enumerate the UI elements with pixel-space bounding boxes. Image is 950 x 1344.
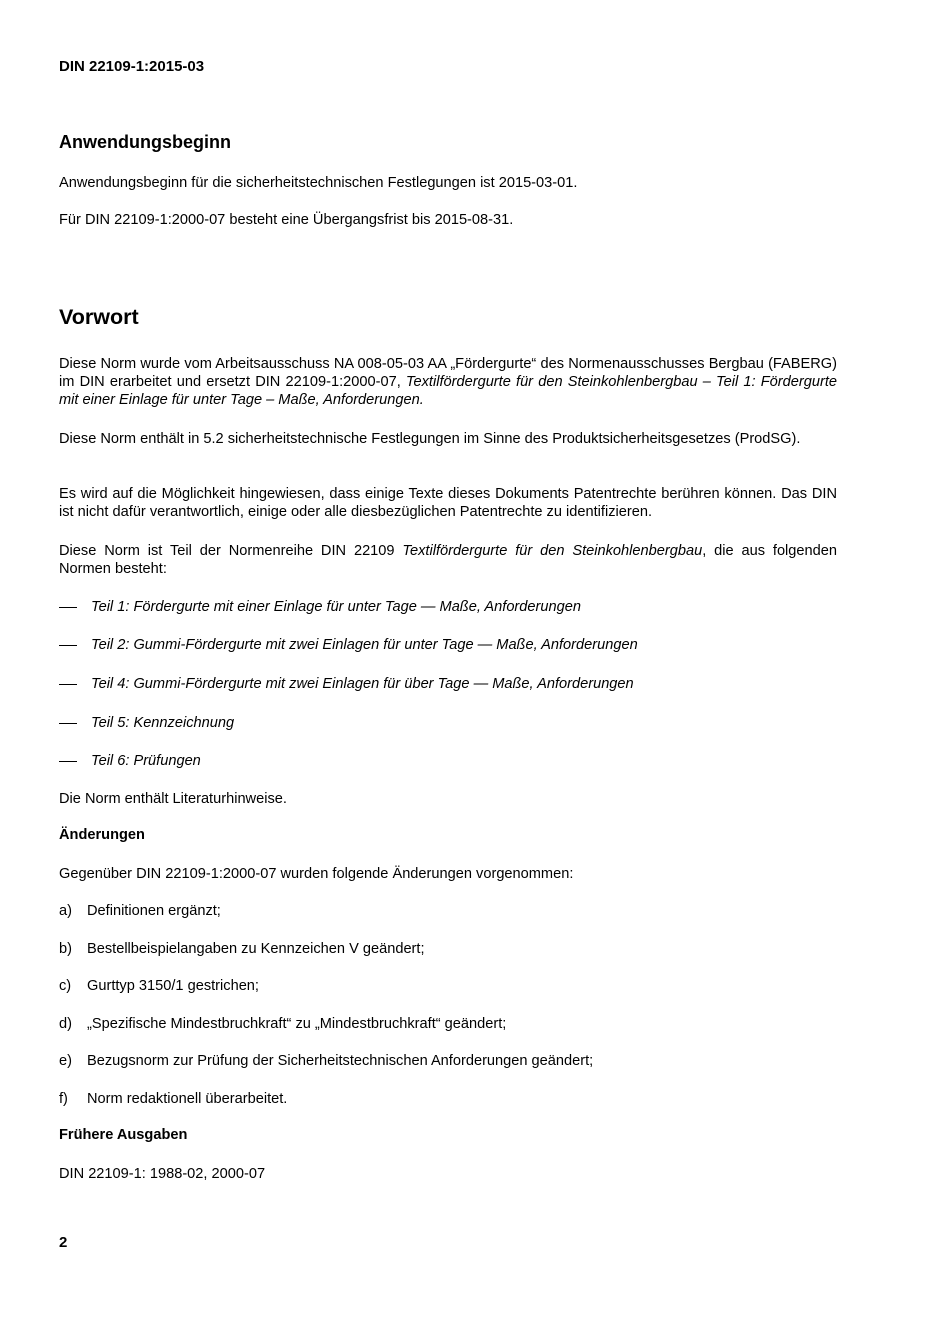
list-marker: a) [59,903,72,919]
paragraph: Gegenüber DIN 22109-1:2000-07 wurden folgende Änderungen vorgenommen: [59,866,574,882]
section-heading-vorwort: Vorwort [59,305,139,329]
paragraph-text: Diese Norm wurde vom Arbeitsausschuss NA 008-05-03 AA „Fördergurte“ des Normenausschusses Bergbau (FABERG) im DIN erarbeitet und ersetzt DIN 22109-1:2000-07, [59,356,837,390]
list-item-text: Teil 5: Kennzeichnung [91,715,235,731]
paragraph: Es wird auf die Möglichkeit hingewiesen, dass einige Texte dieses Dokuments Patentrechte berühren können. Das DIN ist nicht dafür verantwortlich, einige oder alle diesbezüglichen Patentrechte zu identifizieren. [59,486,837,520]
change-item-text: Norm redaktionell überarbeitet. [87,1091,288,1107]
paragraph: Anwendungsbeginn für die sicherheitstechnischen Festlegungen ist 2015-03-01. [59,175,578,191]
list-marker: f) [59,1091,68,1107]
paragraph: Für DIN 22109-1:2000-07 besteht eine Übergangsfrist bis 2015-08-31. [59,212,514,228]
page-number: 2 [59,1234,68,1251]
section-heading-anwendungsbeginn: Anwendungsbeginn [59,132,231,152]
list-marker: d) [59,1016,72,1032]
subheading-aenderungen: Änderungen [59,827,145,843]
paragraph [59,355,837,409]
change-item-text: „Spezifische Mindestbruchkraft“ zu „Mindestbruchkraft“ geändert; [87,1016,507,1032]
subheading-fruehere-ausgaben: Frühere Ausgaben [59,1127,188,1143]
list-marker: c) [59,978,72,994]
list-item-text: Teil 2: Gummi-Fördergurte mit zwei Einlagen für unter Tage — Maße, Anforderungen [91,637,638,653]
list-item-text: Teil 6: Prüfungen [91,753,201,769]
paragraph: DIN 22109-1: 1988-02, 2000-07 [59,1166,266,1182]
list-item-text: Teil 1: Fördergurte mit einer Einlage für unter Tage — Maße, Anforderungen [91,599,581,615]
document-id: DIN 22109-1:2015-03 [59,58,205,75]
paragraph [59,542,837,578]
change-item-text: Bezugsnorm zur Prüfung der Sicherheitstechnischen Anforderungen geändert; [87,1053,594,1069]
paragraph: Die Norm enthält Literaturhinweise. [59,791,287,807]
change-item-text: Bestellbeispielangaben zu Kennzeichen V geändert; [87,941,425,957]
list-marker: e) [59,1053,72,1069]
change-item-text: Gurttyp 3150/1 gestrichen; [87,978,259,994]
series-title: Textilfördergurte für den Steinkohlenbergbau [402,543,703,559]
list-item-text: Teil 4: Gummi-Fördergurte mit zwei Einlagen für über Tage — Maße, Anforderungen [91,676,634,692]
paragraph: Diese Norm enthält in 5.2 sicherheitstechnische Festlegungen im Sinne des Produktsicherheitsgesetzes (ProdSG). [59,431,801,447]
referenced-title: Textilfördergurte für den Steinkohlenbergbau – Teil 1: Fördergurte mit einer Einlage für unter Tage – Maße, Anforderungen. [59,374,837,408]
list-marker: b) [59,941,72,957]
change-item-text: Definitionen ergänzt; [87,903,221,919]
paragraph-text: , die aus folgenden Normen besteht: [59,543,837,577]
paragraph-text: Diese Norm ist Teil der Normenreihe DIN 22109 [59,543,403,559]
